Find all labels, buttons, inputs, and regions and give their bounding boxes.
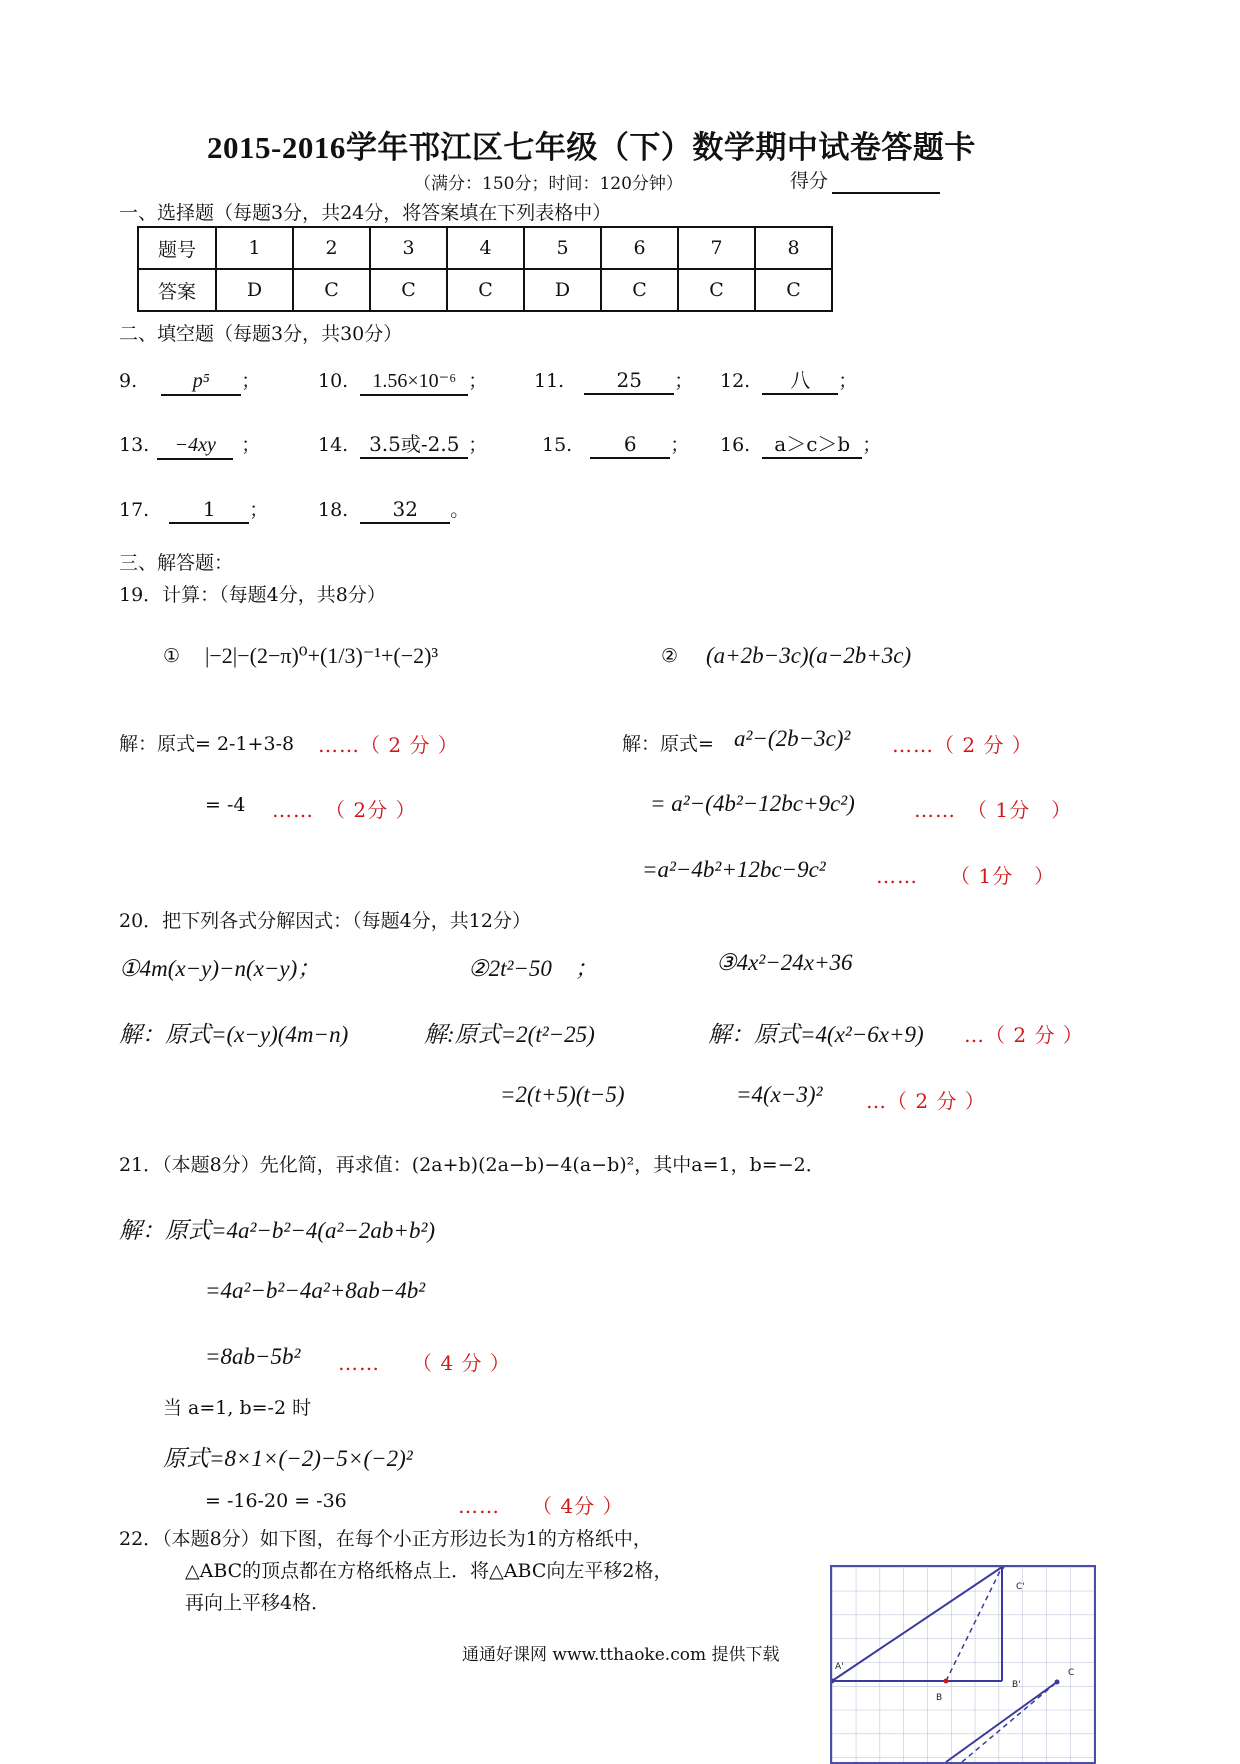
q20-part1: ①4m(x−y)−n(x−y)； [119,956,321,981]
q21-line3-score: …… （ 4 分 ） [338,1351,511,1375]
page-title: 2015-2016学年邗江区七年级（下）数学期中试卷答题卡 [207,130,976,165]
q20-part3: ③4x²−24x+36 [716,950,853,975]
q20-s2-line1: 解:原式=2(t²−25) [424,1022,595,1047]
question-number: 7 [678,227,755,269]
fill-item [119,430,260,460]
label-b: B [936,1693,943,1703]
fill-blank[interactable]: 1 [169,496,249,524]
q20-s3-line1: 解：原式=4(x²−6x+9) [708,1022,924,1047]
score-field[interactable] [790,166,940,194]
question-number: 5 [524,227,601,269]
q19-s2-line1: a²−(2b−3c)² [734,726,851,751]
q19-s2-prefix: 解：原式= [622,733,714,755]
fill-item-end: ； [249,499,269,521]
fill-item-end: ； [241,434,261,456]
answer-cell[interactable]: D [524,269,601,311]
fill-item-end: ； [468,370,488,392]
q19-part1-expr: |−2|−(2−π)⁰+(1/3)⁻¹+(−2)³ [205,643,439,668]
fill-blank[interactable]: 1.56×10⁻⁶ [360,368,468,396]
answer-cell[interactable]: C [755,269,832,311]
question-row [138,227,832,269]
fill-item-end: ； [862,434,882,456]
fill-item [318,366,487,396]
section1-heading: 一、选择题（每题3分，共24分，将答案填在下列表格中） [119,202,612,224]
q21-line1: 解：原式=4a²−b²−4(a²−2ab+b²) [119,1218,436,1243]
fill-item-end: ； [838,370,858,392]
label-c: C [1068,1668,1075,1678]
q22-line3: 再向上平移4格． [185,1592,331,1614]
answer-cell[interactable]: C [293,269,370,311]
q21-line2: =4a²−b²−4a²+8ab−4b² [205,1278,426,1303]
section2-heading: 二、填空题（每题3分，共30分） [119,323,403,345]
score-label: 得分 [790,170,829,192]
label-a-prime: A' [835,1662,844,1672]
fill-blank[interactable]: −4xy [157,432,233,460]
q19-part2-expr: (a+2b−3c)(a−2b+3c) [706,643,912,668]
q19-s2-line2-score: …… （ 1分 ） [914,798,1073,822]
question-number: 1 [216,227,293,269]
answer-cell[interactable]: C [447,269,524,311]
fill-item [119,495,268,524]
row-label-question: 题号 [138,227,216,269]
fill-blank[interactable]: a＞c＞b [762,431,862,459]
fill-item-end: ； [241,370,261,392]
q19-s1-line1-score: ……（ 2 分 ） [318,733,459,757]
q22-grid-svg [832,1567,1094,1762]
q19-s2-line3-score: …… （ 1分 ） [876,864,1056,888]
fill-item-number: 9. [119,370,138,392]
footer-credit: 通通好课网 www.tthaoke.com 提供下载 [462,1645,780,1665]
answer-cell[interactable]: D [216,269,293,311]
fill-blank[interactable]: 25 [584,367,674,395]
fill-item-number: 15. [542,434,573,456]
fill-item-number: 13. [119,434,150,456]
q21-line6: = -16-20 = -36 [205,1490,347,1512]
fill-item [119,366,260,396]
q19-s2-line2: = a²−(4b²−12bc+9c²) [650,791,855,816]
question-number: 6 [601,227,678,269]
fill-item-number: 17. [119,499,150,521]
fill-blank[interactable]: 3.5或-2.5 [360,431,468,459]
fill-item-number: 16. [720,434,751,456]
fill-item [720,430,881,459]
answer-row [138,269,832,311]
question-number: 2 [293,227,370,269]
q20-s1: 解：原式=(x−y)(4m−n) [119,1022,349,1047]
q22-line1: 22．（本题8分）如下图，在每个小正方形边长为1的方格纸中， [119,1528,652,1550]
fill-item-number: 18. [318,499,349,521]
q20-s3-line2-score: …（ 2 分 ） [866,1089,986,1113]
q22-grid-figure [830,1565,1096,1764]
answer-cell[interactable]: C [370,269,447,311]
fill-item-number: 10. [318,370,349,392]
q19-s2-line3: =a²−4b²+12bc−9c² [642,857,826,882]
answer-cell[interactable]: C [678,269,755,311]
fill-blank[interactable]: 6 [590,431,670,459]
fill-item [534,366,693,395]
fill-item [318,430,487,459]
q21-line6-score: …… （ 4分 ） [458,1494,624,1518]
label-b-prime: B' [1012,1680,1021,1690]
q21-line4: 当 a=1, b=-2 时 [163,1397,312,1419]
section3-heading: 三、解答题： [119,552,234,574]
fill-item-number: 11. [534,370,565,392]
fill-item-number: 14. [318,434,349,456]
fill-item [542,430,689,459]
fill-blank[interactable]: p⁵ [161,368,241,396]
fill-item-number: 12. [720,370,751,392]
q19-s1-line1: 解：原式= 2-1+3-8 [119,733,295,755]
fill-item-end: ； [674,370,694,392]
q20-part2: ②2t²−50 ； [468,956,598,981]
score-blank[interactable] [832,170,940,194]
q19-s1-line2-score: …… （ 2分 ） [272,798,417,822]
q20-s3-line2: =4(x−3)² [736,1082,823,1107]
answer-cell[interactable]: C [601,269,678,311]
q21-line5: 原式=8×1×(−2)−5×(−2)² [163,1446,413,1471]
fill-blank[interactable]: 八 [762,367,838,395]
q22-line2: △ABC的顶点都在方格纸格点上．将△ABC向左平移2格， [185,1560,673,1582]
answer-table [137,226,833,312]
q19-part1-label: ① [163,645,181,667]
fill-item-end: ； [468,434,488,456]
row-label-answer: 答案 [138,269,216,311]
q21-title: 21．（本题8分）先化简，再求值：(2a+b)(2a−b)−4(a−b)²，其中a=1，b=−2． [119,1154,825,1176]
question-number: 8 [755,227,832,269]
question-number: 4 [447,227,524,269]
fill-item [318,495,469,524]
question-number: 3 [370,227,447,269]
q20-s3-line1-score: …（ 2 分 ） [964,1023,1084,1047]
q19-s1-line2: = -4 [205,794,246,816]
fill-blank[interactable]: 32 [360,496,450,524]
q19-s2-line1-score: ……（ 2 分 ） [892,733,1033,757]
exam-info: （满分：150分；时间：120分钟） [414,174,683,194]
fill-item [720,366,857,395]
fill-item-end: 。 [450,499,470,521]
fill-item-end: ； [670,434,690,456]
q21-line3: =8ab−5b² [205,1344,301,1369]
label-c-prime: C' [1016,1582,1025,1592]
q19-part2-label: ② [661,645,679,667]
q20-title: 20．把下列各式分解因式：（每题4分，共12分） [119,910,531,932]
q19-title: 19．计算：（每题4分，共8分） [119,584,386,606]
q20-s2-line2: =2(t+5)(t−5) [500,1082,625,1107]
